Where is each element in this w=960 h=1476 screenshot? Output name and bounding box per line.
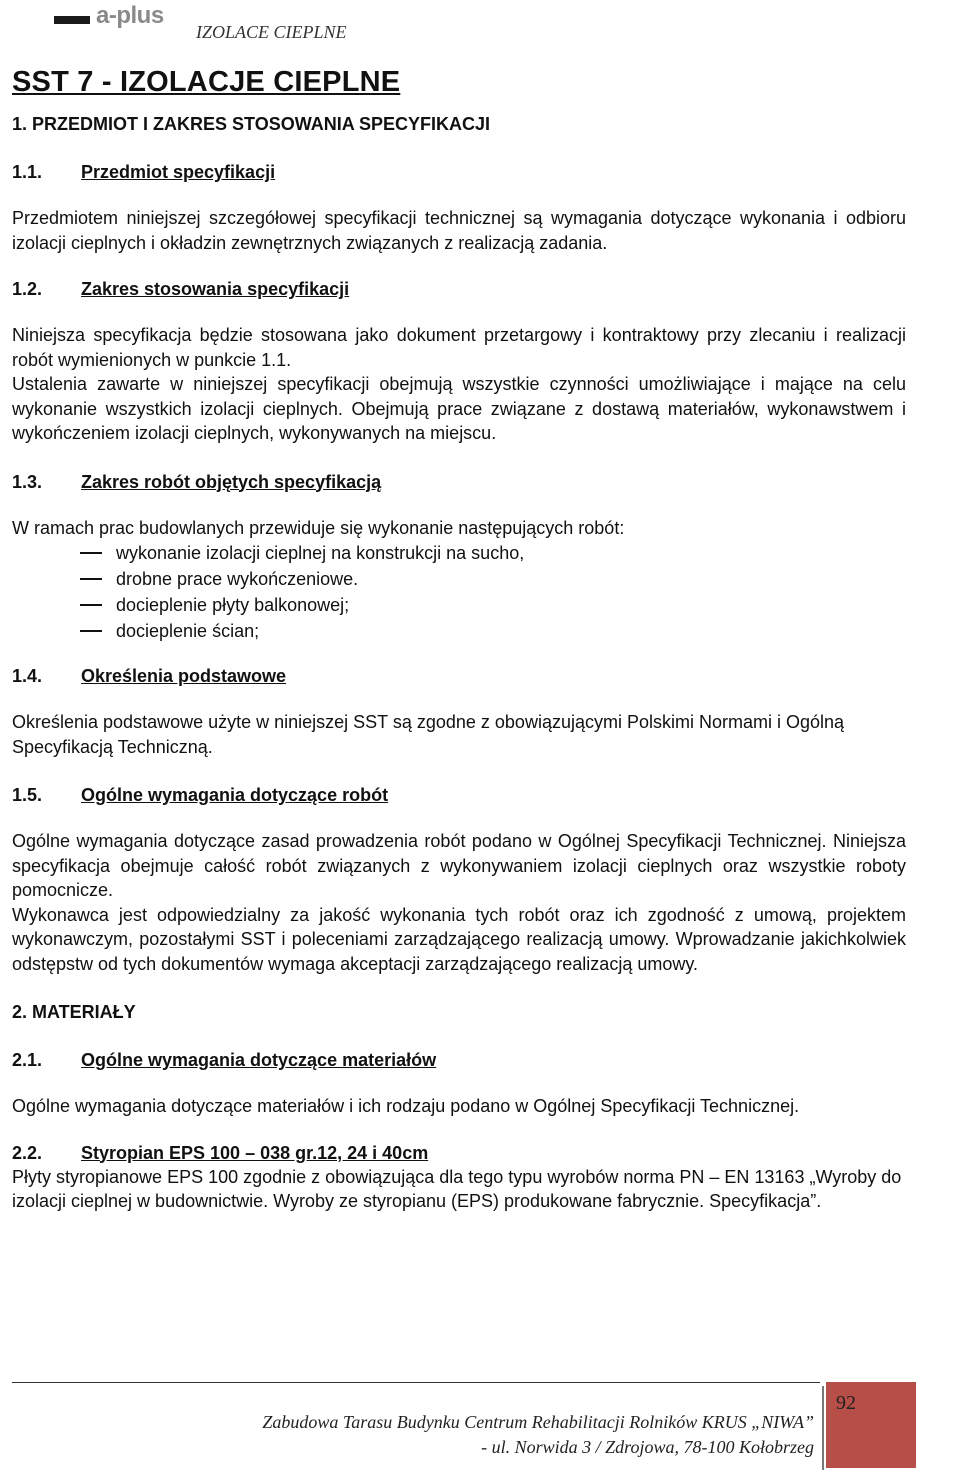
section-1-3-heading — [12, 470, 906, 494]
footer-address: - ul. Norwida 3 / Zdrojowa, 78-100 Kołobrzeg — [481, 1437, 814, 1457]
section-1-heading: 1. PRZEDMIOT I ZAKRES STOSOWANIA SPECYFIKACJI — [12, 114, 491, 134]
list-item-text: wykonanie izolacji cieplnej na konstrukcji na sucho, — [116, 543, 525, 563]
paragraph: Przedmiotem niniejszej szczegółowej specyfikacji technicznej są wymagania dotyczące wykonania i odbioru izolacji cieplnych i okładzin zewnętrznych związanych z realizacją zadania. — [12, 208, 906, 253]
section-number: 1.1. — [12, 162, 43, 182]
paragraph: Określenia podstawowe użyte w niniejszej SST są zgodne z obowiązującymi Polskimi Normami i Ogólną Specyfikacją Techniczną. — [12, 712, 845, 757]
paragraph: Ogólne wymagania dotyczące materiałów i ich rodzaju podano w Ogólnej Specyfikacji Technicznej. — [12, 1096, 800, 1116]
dash-bullet — [80, 578, 102, 580]
section-number: 1.3. — [12, 471, 43, 492]
list-item — [12, 566, 906, 592]
section-title: Zakres robót objętych specyfikacją — [81, 471, 382, 492]
paragraph: Wykonawca jest odpowiedzialny za jakość wykonania tych robót oraz ich zgodność z umową, projektem wykonawczym, pozostałymi SST i poleceniami zarządzającego realizacją umowy. Wprowadzanie jakichkolwiek odstępstw od tych dokumentów wymaga akceptacji zarządzającego realizacją umowy. — [12, 904, 906, 974]
section-title: Styropian EPS 100 – 038 gr.12, 24 i 40cm — [81, 1142, 429, 1163]
list-item — [12, 592, 906, 618]
section-1-1-heading — [12, 160, 906, 184]
dash-bullet — [80, 552, 102, 554]
section-title: Zakres stosowania specyfikacji — [81, 279, 350, 299]
section-2-1-heading — [12, 1048, 906, 1072]
paragraph: Ustalenia zawarte w niniejszej specyfikacji obejmują wszystkie czynności umożliwiające i mające na celu wykonanie wszystkich izolacji cieplnych. Obejmują prace związane z dostawą materiałów, wykonawstwem i wykończeniem izolacji cieplnych, wykonywanych na miejscu. — [12, 374, 906, 443]
section-1-5-heading — [12, 783, 906, 807]
section-1-4-heading — [12, 664, 906, 688]
dash-bullet — [80, 630, 102, 632]
logo-bar — [54, 16, 90, 24]
page-number: 92 — [836, 1392, 856, 1414]
section-title: Określenia podstawowe — [81, 666, 287, 686]
list-item-text: docieplenie ścian; — [116, 621, 260, 641]
document-body — [12, 62, 906, 1214]
paragraph: Ogólne wymagania dotyczące zasad prowadzenia robót podano w Ogólnej Specyfikacji Technicznej. Niniejsza specyfikacja obejmuje całość robót związanych z wykonywaniem izolacji cieplnych oraz wszystkie roboty pomocnicze. — [12, 831, 906, 900]
section-number: 2.2. — [12, 1142, 43, 1163]
list-item-text: docieplenie płyty balkonowej; — [116, 595, 350, 615]
list-item — [12, 540, 906, 566]
footer-project-name: Zabudowa Tarasu Budynku Centrum Rehabilitacji Rolników KRUS „NIWA” — [262, 1412, 814, 1432]
list-item — [12, 618, 906, 644]
work-list — [12, 540, 906, 644]
footer-rule — [12, 1382, 820, 1383]
footer-separator — [822, 1386, 824, 1470]
section-number: 2.1. — [12, 1050, 43, 1070]
document-title: SST 7 - IZOLACJE CIEPLNE — [12, 66, 401, 98]
header-title: IZOLACE CIEPLNE — [196, 22, 347, 42]
dash-bullet — [80, 604, 102, 606]
paragraph: Niniejsza specyfikacja będzie stosowana jako dokument przetargowy i kontraktowy przy zlecaniu i realizacji robót wymienionych w punkcie 1.1. — [12, 325, 906, 370]
page-header — [54, 2, 474, 42]
section-1-2-heading — [12, 277, 906, 301]
paragraph: Płyty styropianowe EPS 100 zgodnie z obowiązująca dla tego typu wyrobów norma PN – EN 13163 „Wyroby do izolacji cieplnej w budownictwie. Wyroby ze styropianu (EPS) produkowane fabrycznie. Specyfikacja”. — [12, 1166, 902, 1211]
section-2-heading: 2. MATERIAŁY — [12, 1002, 136, 1022]
section-title: Ogólne wymagania dotyczące robót — [81, 785, 389, 805]
section-2-2-heading — [12, 1141, 906, 1165]
section-title: Ogólne wymagania dotyczące materiałów — [81, 1050, 437, 1070]
section-number: 1.5. — [12, 785, 43, 805]
company-logo: a-plus — [96, 2, 164, 29]
section-number: 1.4. — [12, 666, 43, 686]
section-number: 1.2. — [12, 279, 43, 299]
section-title: Przedmiot specyfikacji — [81, 162, 276, 182]
paragraph: W ramach prac budowlanych przewiduje się wykonanie następujących robót: — [12, 517, 625, 538]
list-item-text: drobne prace wykończeniowe. — [116, 569, 359, 589]
